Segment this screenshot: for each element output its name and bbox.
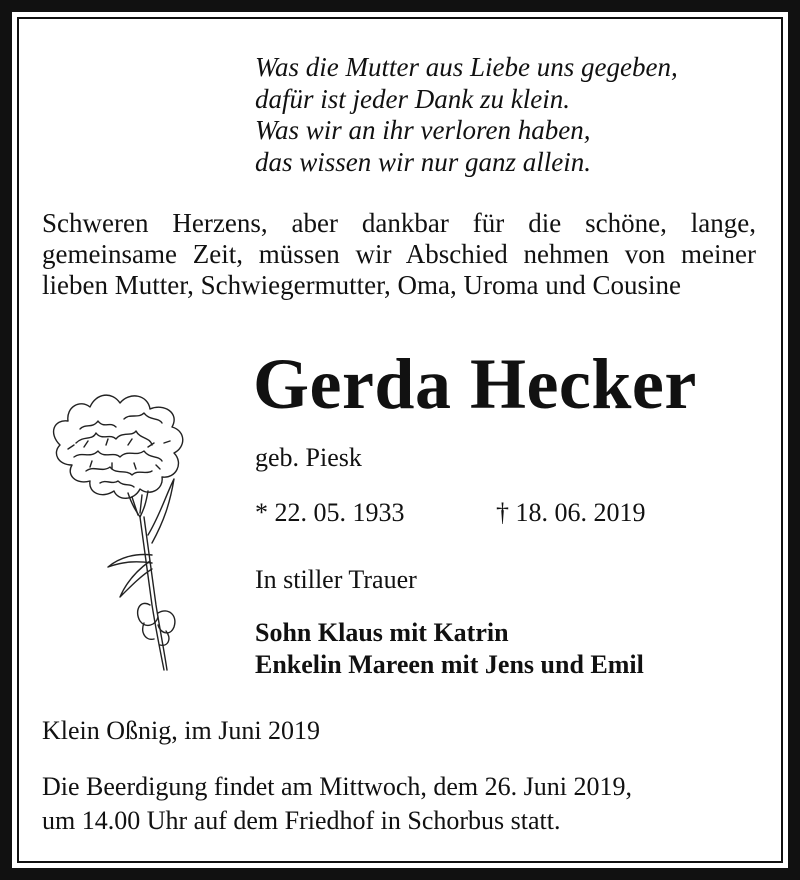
poem — [255, 52, 775, 178]
carnation-flower-icon — [40, 385, 220, 680]
mourner: Sohn Klaus mit Katrin — [255, 618, 509, 647]
birth-date: * 22. 05. 1933 — [255, 498, 405, 527]
mourners — [255, 617, 644, 681]
born-name: geb. Piesk — [255, 443, 362, 472]
place-date: Klein Oßnig, im Juni 2019 — [42, 716, 321, 745]
funeral-line: Die Beerdigung findet am Mittwoch, dem 26. Juni 2019, — [42, 772, 632, 801]
poem-line: Was wir an ihr verloren haben, — [255, 115, 591, 145]
deceased-name: Gerda Hecker — [253, 344, 697, 424]
funeral-info — [42, 770, 762, 838]
mourning-line: In stiller Trauer — [255, 565, 417, 594]
poem-line: dafür ist jeder Dank zu klein. — [255, 83, 570, 114]
intro-text: Schweren Herzens, aber dankbar für die schöne, lange, gemeinsame Zeit, müssen wir Abschied nehmen von meiner lieben Mutter, Schwiegermutter, Oma, Uroma und Cousine — [42, 208, 756, 300]
poem-line: das wissen wir nur ganz allein. — [255, 146, 592, 177]
mourner: Enkelin Mareen mit Jens und Emil — [255, 650, 644, 679]
death-date: † 18. 06. 2019 — [496, 498, 646, 527]
poem-line: Was die Mutter aus Liebe uns gegeben, — [255, 52, 678, 82]
funeral-line: um 14.00 Uhr auf dem Friedhof in Schorbus statt. — [42, 806, 561, 835]
